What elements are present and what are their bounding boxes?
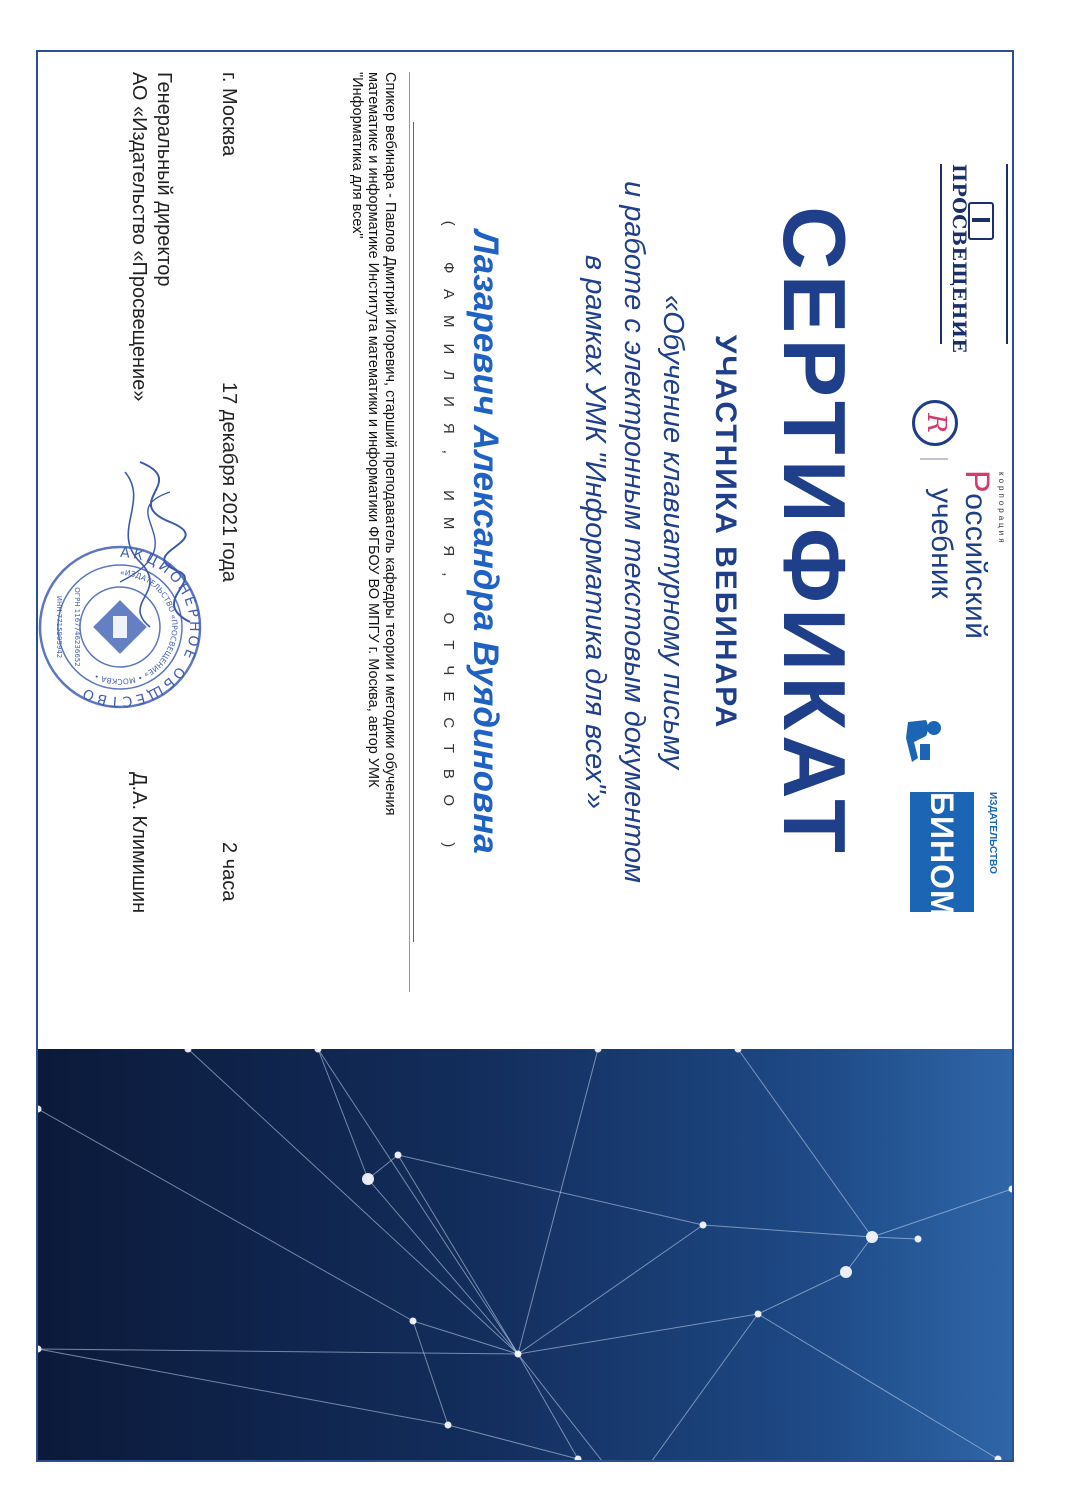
event-date: 17 декабря 2021 года	[218, 382, 240, 583]
network-node	[995, 1456, 1002, 1461]
network-node	[755, 1311, 762, 1318]
logo-rule-bottom	[940, 164, 942, 344]
signer-name: Д.А. Климишин	[128, 772, 150, 914]
network-line	[758, 1272, 846, 1314]
duration: 2 часа	[218, 842, 240, 902]
network-line	[628, 1314, 758, 1460]
network-line	[188, 1049, 518, 1354]
network-node	[575, 1456, 582, 1461]
ru-line-1: Российский	[958, 470, 996, 640]
name-caption: ( ФАМИЛИЯ, ИМЯ, ОТЧЕСТВО )	[440, 220, 457, 864]
prosveshchenie-logo-text: ПРОСВЕЩЕНИЕ	[948, 164, 970, 354]
ru-line-2: учебник	[925, 488, 958, 599]
network-line	[413, 1321, 518, 1354]
network-line	[448, 1425, 578, 1459]
speaker-line-2: математике и информатике Института математики и информатики ФГБОУ ВО МПГУ г. Москва, автор УМК	[365, 72, 382, 788]
network-line	[398, 1155, 518, 1354]
network-line	[758, 1314, 998, 1459]
network-node	[700, 1222, 707, 1229]
network-node	[362, 1173, 374, 1185]
name-underline	[413, 122, 414, 942]
webinar-topic	[575, 112, 692, 952]
network-node	[445, 1422, 452, 1429]
speaker-rule	[409, 72, 410, 992]
network-line	[398, 1155, 703, 1225]
topic-line-1: «Обучение клавиатурному письму	[657, 294, 689, 770]
stamp-inn: ИНН 7715995942	[55, 595, 63, 659]
network-line	[518, 1314, 758, 1354]
network-node	[38, 1106, 42, 1113]
network-line	[518, 1225, 703, 1354]
network-line	[38, 1349, 518, 1354]
network-node	[1009, 1186, 1013, 1193]
network-line	[518, 1049, 598, 1354]
signer-role-line-1: Генеральный директор	[153, 72, 175, 287]
certificate-frame	[36, 50, 1014, 1462]
binom-logo-text: БИНОМ	[910, 792, 974, 912]
network-lines	[38, 1049, 1012, 1460]
network-line	[703, 1225, 872, 1237]
binom-logo	[900, 714, 1010, 944]
network-line	[38, 1349, 448, 1425]
topic-line-3: в рамках УМК "Информатика для всех"»	[579, 255, 611, 809]
logo-row	[900, 52, 1010, 1002]
prosveshchenie-mark-icon	[968, 202, 994, 240]
topic-line-2: и работе с электронным текстовым документом	[618, 181, 650, 883]
prosveshchenie-logo	[900, 164, 1010, 354]
binom-publisher-label: ИЗДАТЕЛЬСТВО	[987, 792, 998, 874]
speaker-line-1: Спикер вебинара - Павлов Дмитрий Игоревич, старший преподаватель кафедры теории и методики обучения	[382, 72, 398, 816]
network-line	[872, 1189, 1012, 1237]
network-line	[38, 1109, 413, 1321]
signer-role-line-2: АО «Издательство «Просвещение»	[128, 72, 150, 402]
network-node	[595, 1049, 602, 1053]
speaker-info	[349, 72, 399, 1002]
network-line	[872, 1237, 918, 1239]
stamp-ring-inner: «ИЗДАТЕЛЬСТВО «ПРОСВЕЩЕНИЕ» • МОСКВА •	[92, 567, 180, 687]
network-line	[413, 1321, 448, 1425]
city: г. Москва	[218, 72, 240, 157]
network-node	[840, 1266, 852, 1278]
network-line	[518, 1354, 578, 1459]
network-node	[185, 1049, 192, 1053]
reading-figure-icon	[904, 714, 944, 766]
handwritten-signature	[100, 452, 210, 632]
network-node	[410, 1318, 417, 1325]
stamp-ogrn: ОГРН 1167746236652	[73, 587, 81, 667]
stamp-ring-top: АКЦИОНЕРНОЕ ОБЩЕСТВО	[77, 544, 203, 710]
certificate-subtitle: УЧАСТНИКА ВЕБИНАРА	[709, 334, 742, 730]
ru-corp-label: корпорация	[997, 472, 1006, 546]
network-line	[318, 1049, 518, 1354]
certificate-body	[50, 52, 1010, 1002]
rossiyskiy-uchebnik-logo	[900, 400, 1010, 680]
participant-name: Лазаревич Александра Вуядиновна	[466, 230, 505, 854]
network-line	[368, 1179, 518, 1354]
network-node	[915, 1236, 922, 1243]
network-background	[38, 1049, 1012, 1460]
network-line	[738, 1049, 872, 1237]
network-line	[518, 1354, 628, 1460]
ru-divider	[920, 458, 948, 460]
network-node	[395, 1152, 402, 1159]
network-node	[38, 1346, 42, 1353]
network-line	[846, 1237, 872, 1272]
ru-circle-icon: R	[912, 400, 958, 446]
speaker-line-3: "Информатика для всех"	[349, 72, 365, 239]
logo-rule-top	[1006, 164, 1008, 344]
network-node	[515, 1351, 522, 1358]
network-node	[866, 1231, 878, 1243]
certificate-title: СЕРТИФИКАТ	[765, 206, 864, 858]
network-line	[578, 1459, 628, 1460]
